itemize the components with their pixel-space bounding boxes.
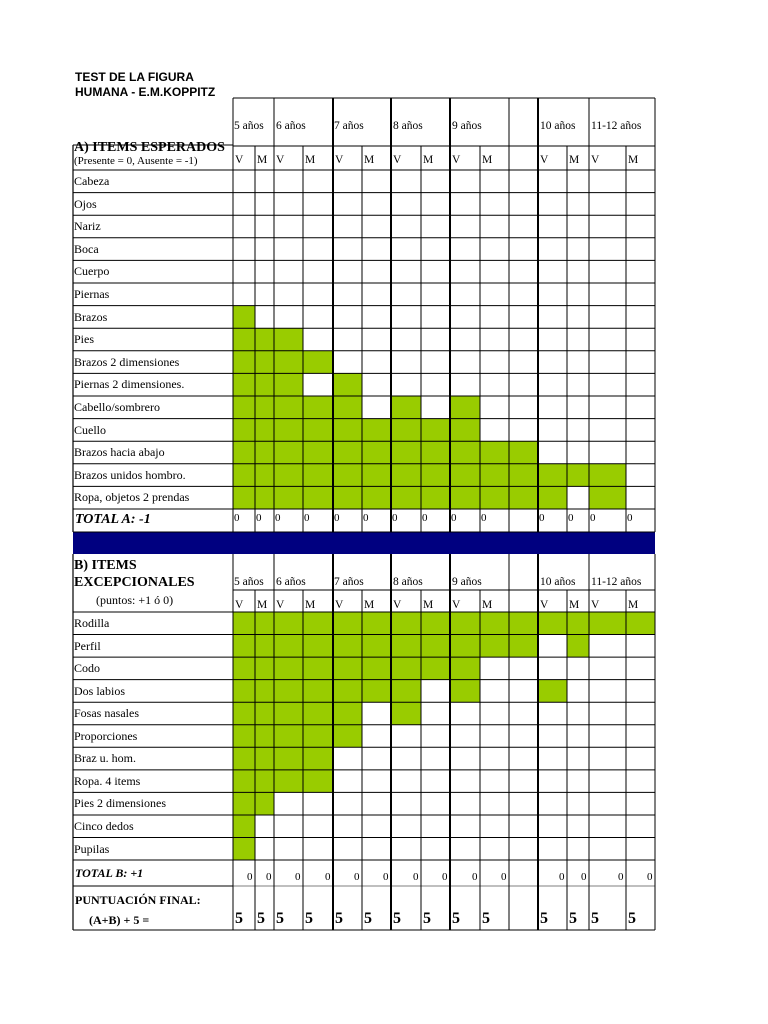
filled-cell [362,680,391,703]
sex-header-v: V [452,154,461,166]
filled-cell [303,680,333,703]
filled-cell [333,680,362,703]
sex-header-m: M [482,599,493,611]
filled-cell [255,612,274,635]
final-score-formula: (A+B) + 5 = [89,913,150,927]
filled-cell [362,657,391,680]
row-label: Brazos unidos hombro. [74,467,186,482]
final-score-value: 5 [257,910,265,927]
filled-cell [626,612,655,635]
row-label: Rodilla [74,616,110,630]
filled-cell [274,680,303,703]
filled-cell [303,396,333,419]
filled-cell [303,419,333,442]
row-label: Ojos [74,196,97,211]
filled-cell [391,612,421,635]
age-header: 11-12 años [591,576,642,588]
filled-cell [509,635,538,658]
filled-cell [333,486,362,509]
filled-cell [274,328,303,351]
total-a-value: 0 [568,512,574,524]
filled-cell [567,464,589,487]
sex-header-m: M [569,599,580,611]
row-label: Braz u. hom. [74,751,136,766]
row-label: Brazos [74,309,108,324]
filled-cell [333,396,362,419]
total-a-value: 0 [539,512,545,524]
filled-cell [233,306,255,329]
filled-cell [255,702,274,725]
filled-cell [274,635,303,658]
sex-header-v: V [235,599,244,611]
sex-header-m: M [423,599,434,611]
filled-cell [333,419,362,442]
filled-cell [333,725,362,748]
filled-cell [255,657,274,680]
filled-cell [589,486,626,509]
section-b-title: EXCEPCIONALES [74,575,195,590]
age-header: 5 años [234,576,264,588]
final-score-value: 5 [423,910,431,927]
filled-cell [274,725,303,748]
filled-cell [538,680,567,703]
total-a-label: TOTAL A: -1 [75,512,151,527]
filled-cell [362,635,391,658]
final-score-value: 5 [305,910,313,927]
filled-cell [303,612,333,635]
row-label: Codo [74,661,101,676]
filled-cell [274,747,303,770]
final-score-value: 5 [452,910,460,927]
total-b-value: 0 [413,871,419,883]
filled-cell [391,657,421,680]
age-header: 6 años [276,576,306,588]
filled-cell [303,351,333,374]
row-label: Brazos 2 dimensiones [74,354,180,369]
age-header: 7 años [334,120,364,132]
filled-cell [391,464,421,487]
age-header: 7 años [334,576,364,588]
filled-cell [391,702,421,725]
filled-cell [255,680,274,703]
total-a-value: 0 [590,512,596,524]
total-b-value: 0 [501,871,507,883]
filled-cell [421,612,450,635]
filled-cell [362,419,391,442]
row-label: Cuerpo [74,264,110,279]
row-label: Fosas nasales [74,706,139,721]
filled-cell [303,464,333,487]
filled-cell [509,612,538,635]
final-score-value: 5 [591,910,599,927]
final-score-value: 5 [628,910,636,927]
final-score-value: 5 [540,910,548,927]
filled-cell [450,441,480,464]
sex-header-m: M [628,599,639,611]
filled-cell [303,635,333,658]
row-label: Pupilas [74,841,110,856]
sex-header-v: V [276,599,285,611]
filled-cell [233,770,255,793]
filled-cell [233,396,255,419]
final-score-value: 5 [235,910,243,927]
total-a-value: 0 [234,512,240,524]
total-a-value: 0 [392,512,398,524]
total-a-value: 0 [363,512,369,524]
filled-cell [233,815,255,838]
total-b-value: 0 [581,871,587,883]
filled-cell [255,464,274,487]
total-b-label: TOTAL B: +1 [75,866,144,880]
filled-cell [391,680,421,703]
final-score-value: 5 [482,910,490,927]
sex-header-v: V [591,154,600,166]
filled-cell [450,464,480,487]
filled-cell [450,635,480,658]
sex-header-m: M [257,599,268,611]
sex-header-m: M [423,154,434,166]
sex-header-m: M [364,154,375,166]
filled-cell [391,396,421,419]
sex-header-m: M [569,154,580,166]
filled-cell [421,441,450,464]
filled-cell [538,486,567,509]
filled-cell [391,419,421,442]
filled-cell [303,747,333,770]
row-label: Boca [74,241,99,256]
filled-cell [274,419,303,442]
total-b-value: 0 [472,871,478,883]
row-label: Cabeza [74,174,110,188]
filled-cell [303,657,333,680]
filled-cell [233,328,255,351]
row-label: Dos labios [74,683,125,698]
filled-cell [450,396,480,419]
filled-cell [233,680,255,703]
filled-cell [274,351,303,374]
filled-cell [450,657,480,680]
row-label: Cinco dedos [74,818,134,833]
sex-header-v: V [335,154,344,166]
section-b-subtitle: (puntos: +1 ó 0) [96,593,174,607]
filled-cell [255,747,274,770]
row-label: Proporciones [74,728,138,743]
filled-cell [233,657,255,680]
total-b-value: 0 [295,871,301,883]
filled-cell [421,635,450,658]
total-b-value: 0 [647,871,653,883]
filled-cell [255,725,274,748]
age-header: 10 años [540,120,576,132]
total-a-value: 0 [275,512,281,524]
row-label: Perfil [74,638,101,653]
filled-cell [233,635,255,658]
filled-cell [333,612,362,635]
filled-cell [303,486,333,509]
filled-cell [303,702,333,725]
filled-cell [233,373,255,396]
final-score-value: 5 [569,910,577,927]
filled-cell [274,373,303,396]
filled-cell [274,396,303,419]
filled-cell [333,702,362,725]
row-label: Cabello/sombrero [74,400,160,414]
sex-header-v: V [276,154,285,166]
filled-cell [233,838,255,861]
filled-cell [233,419,255,442]
total-b-value: 0 [383,871,389,883]
filled-cell [255,486,274,509]
age-header: 5 años [234,120,264,132]
filled-cell [421,657,450,680]
row-label: Piernas 2 dimensiones. [74,377,185,392]
filled-cell [421,464,450,487]
filled-cell [233,612,255,635]
total-a-value: 0 [451,512,457,524]
filled-cell [362,612,391,635]
total-b-value: 0 [442,871,448,883]
filled-cell [255,328,274,351]
filled-cell [450,486,480,509]
sex-header-m: M [305,154,316,166]
filled-cell [480,612,509,635]
filled-cell [421,486,450,509]
section-a-title: A) ITEMS ESPERADOS [74,140,225,155]
filled-cell [233,792,255,815]
row-label: Ropa. 4 items [74,773,141,788]
filled-cell [274,702,303,725]
age-header: 6 años [276,120,306,132]
final-score-value: 5 [393,910,401,927]
filled-cell [362,441,391,464]
row-label: Nariz [74,219,101,234]
filled-cell [538,612,567,635]
sex-header-m: M [482,154,493,166]
section-divider-band [73,532,655,554]
final-score-label: PUNTUACIÓN FINAL: [75,893,201,907]
total-a-value: 0 [422,512,428,524]
filled-cell [362,464,391,487]
document-title-line-2: HUMANA - E.M.KOPPITZ [75,85,216,99]
sex-header-v: V [540,154,549,166]
row-label: Ropa, objetos 2 prendas [74,490,190,505]
filled-cell [421,419,450,442]
filled-cell [567,612,589,635]
filled-cell [333,441,362,464]
document-title-line-1: TEST DE LA FIGURA [75,70,194,84]
filled-cell [255,792,274,815]
filled-cell [274,770,303,793]
total-a-value: 0 [304,512,310,524]
filled-cell [255,635,274,658]
filled-cell [274,657,303,680]
filled-cell [274,612,303,635]
total-b-value: 0 [266,871,272,883]
age-header: 10 años [540,576,576,588]
filled-cell [303,770,333,793]
filled-cell [480,635,509,658]
filled-cell [303,441,333,464]
filled-cell [233,441,255,464]
filled-cell [274,441,303,464]
filled-cell [450,612,480,635]
total-b-value: 0 [247,871,253,883]
final-score-value: 5 [364,910,372,927]
filled-cell [255,373,274,396]
filled-cell [255,441,274,464]
age-header: 11-12 años [591,120,642,132]
filled-cell [255,419,274,442]
filled-cell [233,702,255,725]
filled-cell [233,486,255,509]
sex-header-v: V [335,599,344,611]
sex-header-v: V [452,599,461,611]
sex-header-m: M [364,599,375,611]
total-b-value: 0 [618,871,624,883]
age-header: 8 años [393,576,423,588]
filled-cell [589,464,626,487]
filled-cell [255,770,274,793]
sex-header-v: V [591,599,600,611]
filled-cell [480,464,509,487]
filled-cell [567,635,589,658]
filled-cell [480,486,509,509]
total-b-value: 0 [325,871,331,883]
filled-cell [362,486,391,509]
filled-cell [333,373,362,396]
filled-cell [255,351,274,374]
sex-header-v: V [235,154,244,166]
final-score-value: 5 [335,910,343,927]
filled-cell [391,441,421,464]
filled-cell [233,464,255,487]
row-label: Brazos hacia abajo [74,445,165,460]
filled-cell [274,464,303,487]
age-header: 9 años [452,120,482,132]
filled-cell [450,680,480,703]
sex-header-m: M [305,599,316,611]
filled-cell [333,635,362,658]
filled-cell [538,464,567,487]
filled-cell [274,486,303,509]
age-header: 8 años [393,120,423,132]
filled-cell [333,657,362,680]
filled-cell [233,351,255,374]
row-label: Pies 2 dimensiones [74,796,166,811]
total-a-value: 0 [256,512,262,524]
filled-cell [589,612,626,635]
row-label: Piernas [74,287,110,301]
total-a-value: 0 [627,512,633,524]
sex-header-m: M [257,154,268,166]
filled-cell [233,747,255,770]
total-b-value: 0 [559,871,565,883]
filled-cell [391,635,421,658]
row-label: Pies [74,332,95,347]
filled-cell [255,396,274,419]
filled-cell [391,486,421,509]
section-b-title: B) ITEMS [74,558,137,573]
filled-cell [509,486,538,509]
total-a-value: 0 [481,512,487,524]
final-score-value: 5 [276,910,284,927]
sex-header-v: V [393,599,402,611]
sex-header-v: V [393,154,402,166]
filled-cell [233,725,255,748]
filled-cell [509,464,538,487]
total-a-value: 0 [334,512,340,524]
filled-cell [303,725,333,748]
filled-cell [450,419,480,442]
filled-cell [480,441,509,464]
row-label: Cuello [74,422,106,437]
sex-header-v: V [540,599,549,611]
sex-header-m: M [628,154,639,166]
total-b-value: 0 [354,871,360,883]
filled-cell [509,441,538,464]
section-a-subtitle: (Presente = 0, Ausente = -1) [74,155,198,167]
filled-cell [333,464,362,487]
age-header: 9 años [452,576,482,588]
